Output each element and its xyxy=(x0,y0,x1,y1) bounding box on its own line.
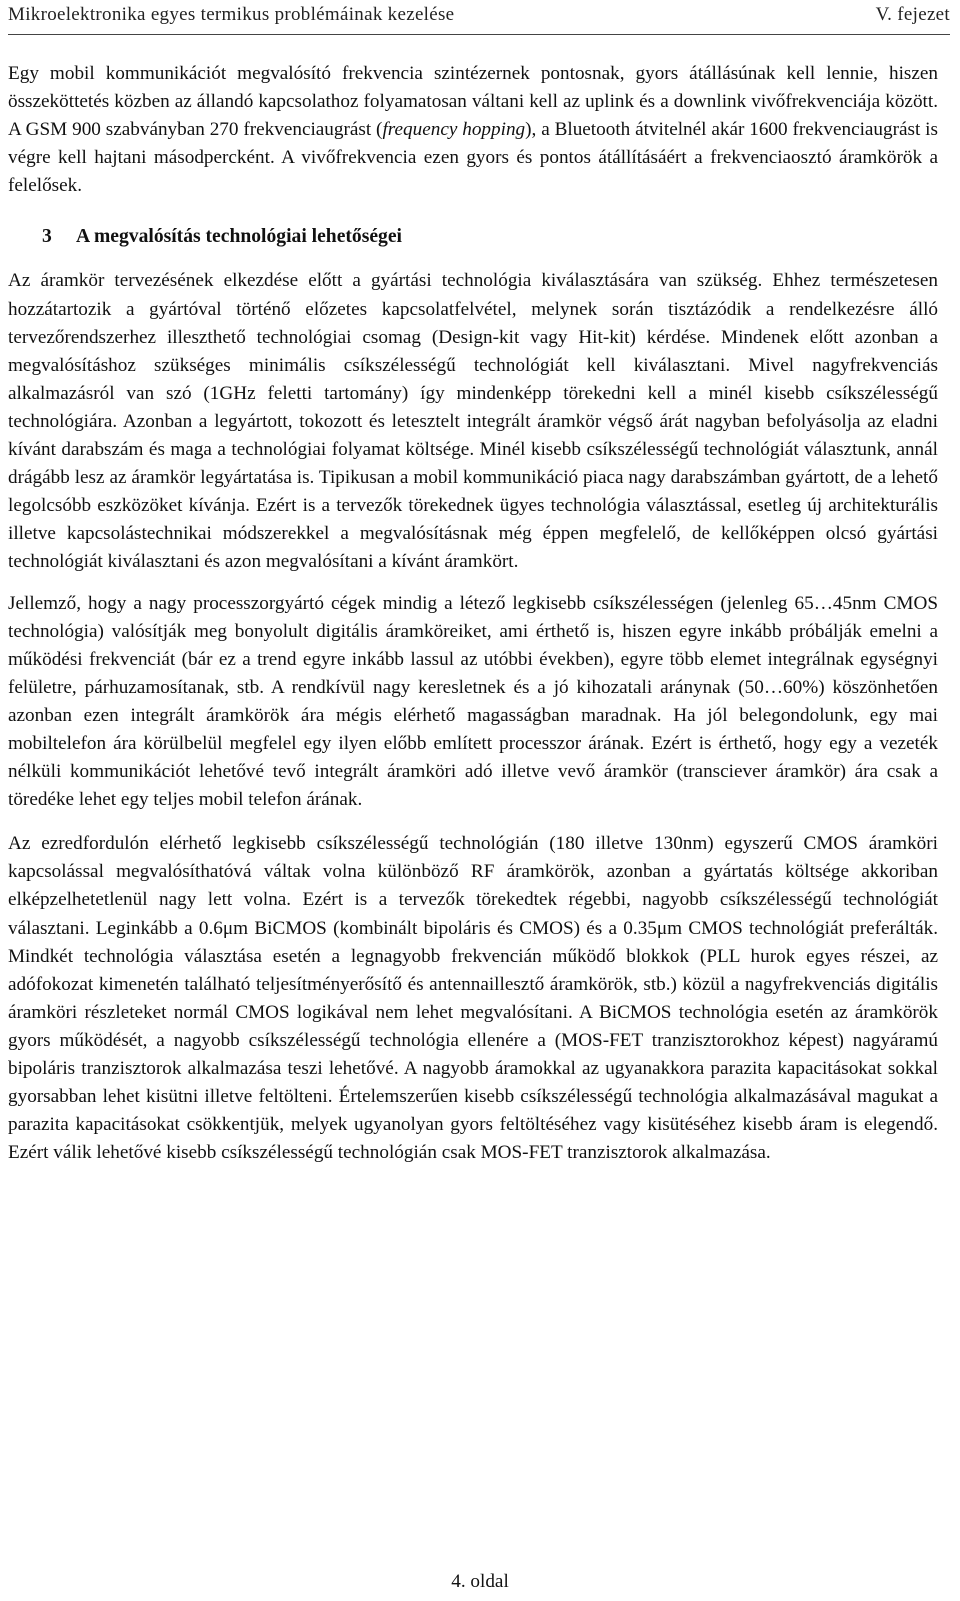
section-title: A megvalósítás technológiai lehetőségei xyxy=(76,226,402,248)
paragraph-1-text-start: Egy mobil kommunikációt megvalósító frekvencia szintézernek pontosnak, gyors átállásúnak kell lennie, hiszen összeköttetés közben az állandó kapcsolathoz folyamatosan váltani kell az uplink és a downlink vivőfrekvenciája között. A GSM 900 szabványban 270 frekvenciaugrást ( xyxy=(8,63,938,141)
header-chapter: V. fejezet xyxy=(875,4,950,25)
paragraph-1-text-end: ), a Bluetooth átvitelnél akár 1600 frekvenciaugrást is végre kell hajtani másodpercként. A vivőfrekvencia ezen gyors és pontos átállításáért a frekvenciaosztó áramkörök a felelősek. xyxy=(8,119,938,197)
paragraph-bicmos-cmos: Az ezredfordulón elérhető legkisebb csíkszélességű technológián (180 illetve 130nm) egyszerű CMOS áramköri kapcsolással megvalósíthatóvá váltak volna különböző RF áramkörök, azonban a gyártatás költsége akkoriban elképzelhetetlenül nagy lett volna. Ezért is a tervezők törekedtek régebbi, nagyobb csíkszélességű technológiát választani. Leginkább a 0.6μm BiCMOS (kombinált bipoláris és CMOS) és a 0.35μm CMOS technológiát preferálták. Mindkét technológia választása esetén a legnagyobb frekvencián működő blokkok (PLL hurok egyes részei, az adófokozat kimenetén található teljesítményerősítő és antennaillesztő áramkörök, stb.) közül a nagyfrekvenciás digitális áramköri részleteket normál CMOS logikával nem lehet megvalósítani. A BiCMOS technológia esetén az áramkörök gyors működését, a nagyobb csíkszélességű technológia ellenére a (MOS-FET tranzisztorokhoz képest) nagyáramú bipoláris tranzisztorok alkalmazása teszi lehetővé. A nagyobb áramokkal az ugyanakkora parazita kapacitásokat sokkal gyorsabban lehet kisütni illetve feltölteni. Értelemszerűen kisebb csíkszélességű technológia alkalmazásával magukat a parazita kapacitásokat csökkentjük, melyek ugyanolyan gyors feltöltéséhez vagy kisütéséhez kisebb áram is elegendő. Ezért válik lehetővé kisebb csíkszélességű technológián csak MOS-FET tranzisztorok alkalmazása. xyxy=(8,833,938,1164)
paragraph-technology-selection: Az áramkör tervezésének elkezdése előtt a gyártási technológia kiválasztására van szükség. Ehhez természetesen hozzátartozik a gyártóval történő előzetes kapcsolatfelvétel, melynek során tisztázódik a rendelkezésre álló tervezőrendszerhez illeszthető technológiai csomag (Design-kit vagy Hit-kit) kérdése. Mindenek előtt azonban a megvalósításhoz szükséges minimális csíkszélességű technológiát kell kiválasztani. Mivel nagyfrekvenciás alkalmazásról van szó (1GHz feletti tartomány) így mindenképp törekedni kell a minél kisebb csíkszélességű technológiára. Azonban a legyártott, tokozott és letesztelt integrált áramkör végső árát nagyban befolyásolja az eladni kívánt darabszám és maga a technológiai folyamat költsége. Minél kisebb csíkszélességű technológiát választunk, annál drágább lesz az áramkör legyártatása is. Tipikusan a mobil kommunikáció piaca nagy darabszámban gyártott, de a lehető legolcsóbb eszközöket kívánja. Ezért is a tervezők törekednek ügyes technológia választással, esetleg új architekturális illetve kapcsolástechnikai módszerekkel a megvalósításnak még éppen megfelelő, de kellőképpen olcsó gyártási technológiát kiválasztani és azon megvalósítani a kívánt áramkört. xyxy=(8,270,938,573)
header-title: Mikroelektronika egyes termikus problémáinak kezelése xyxy=(8,4,455,25)
page-header xyxy=(8,0,950,35)
section-number: 3 xyxy=(42,226,52,248)
page-content xyxy=(8,60,938,1167)
page-number: 4. oldal xyxy=(451,1571,509,1592)
paragraph-processor-manufacturers: Jellemző, hogy a nagy processzorgyártó cégek mindig a létező legkisebb csíkszélességen (jelenleg 65…45nm CMOS technológia) valósítják meg bonyolult digitális áramköreiket, ami érthető is, hiszen egyre inkább próbálják emelni a működési frekvenciát (bár ez a trend egyre inkább lassul az utóbbi években), egyre több elemet integrálnak egységnyi felületre, párhuzamosítanak, stb. A rendkívül nagy keresletnek és a jó kihozatali aránynak (50…60%) köszönhetően azonban ezen integrált áramkörök ára mégis elérhető magasságban maradnak. Ha jól belegondolunk, egy mai mobiltelefon ára körülbelül megfelel egy ilyen előbb említett processzor árának. Ezért is érthető, hogy egy a vezeték nélküli kommunikációt lehetővé tevő integrált áramköri adó illetve vevő áramkör (transciever áramkör) ára csak a töredéke lehet egy teljes mobil telefon árának. xyxy=(8,592,938,811)
paragraph-frequency-synthesizer xyxy=(8,60,938,200)
section-heading xyxy=(8,223,938,251)
paragraph-1-italic-term: frequency hopping xyxy=(382,119,526,141)
